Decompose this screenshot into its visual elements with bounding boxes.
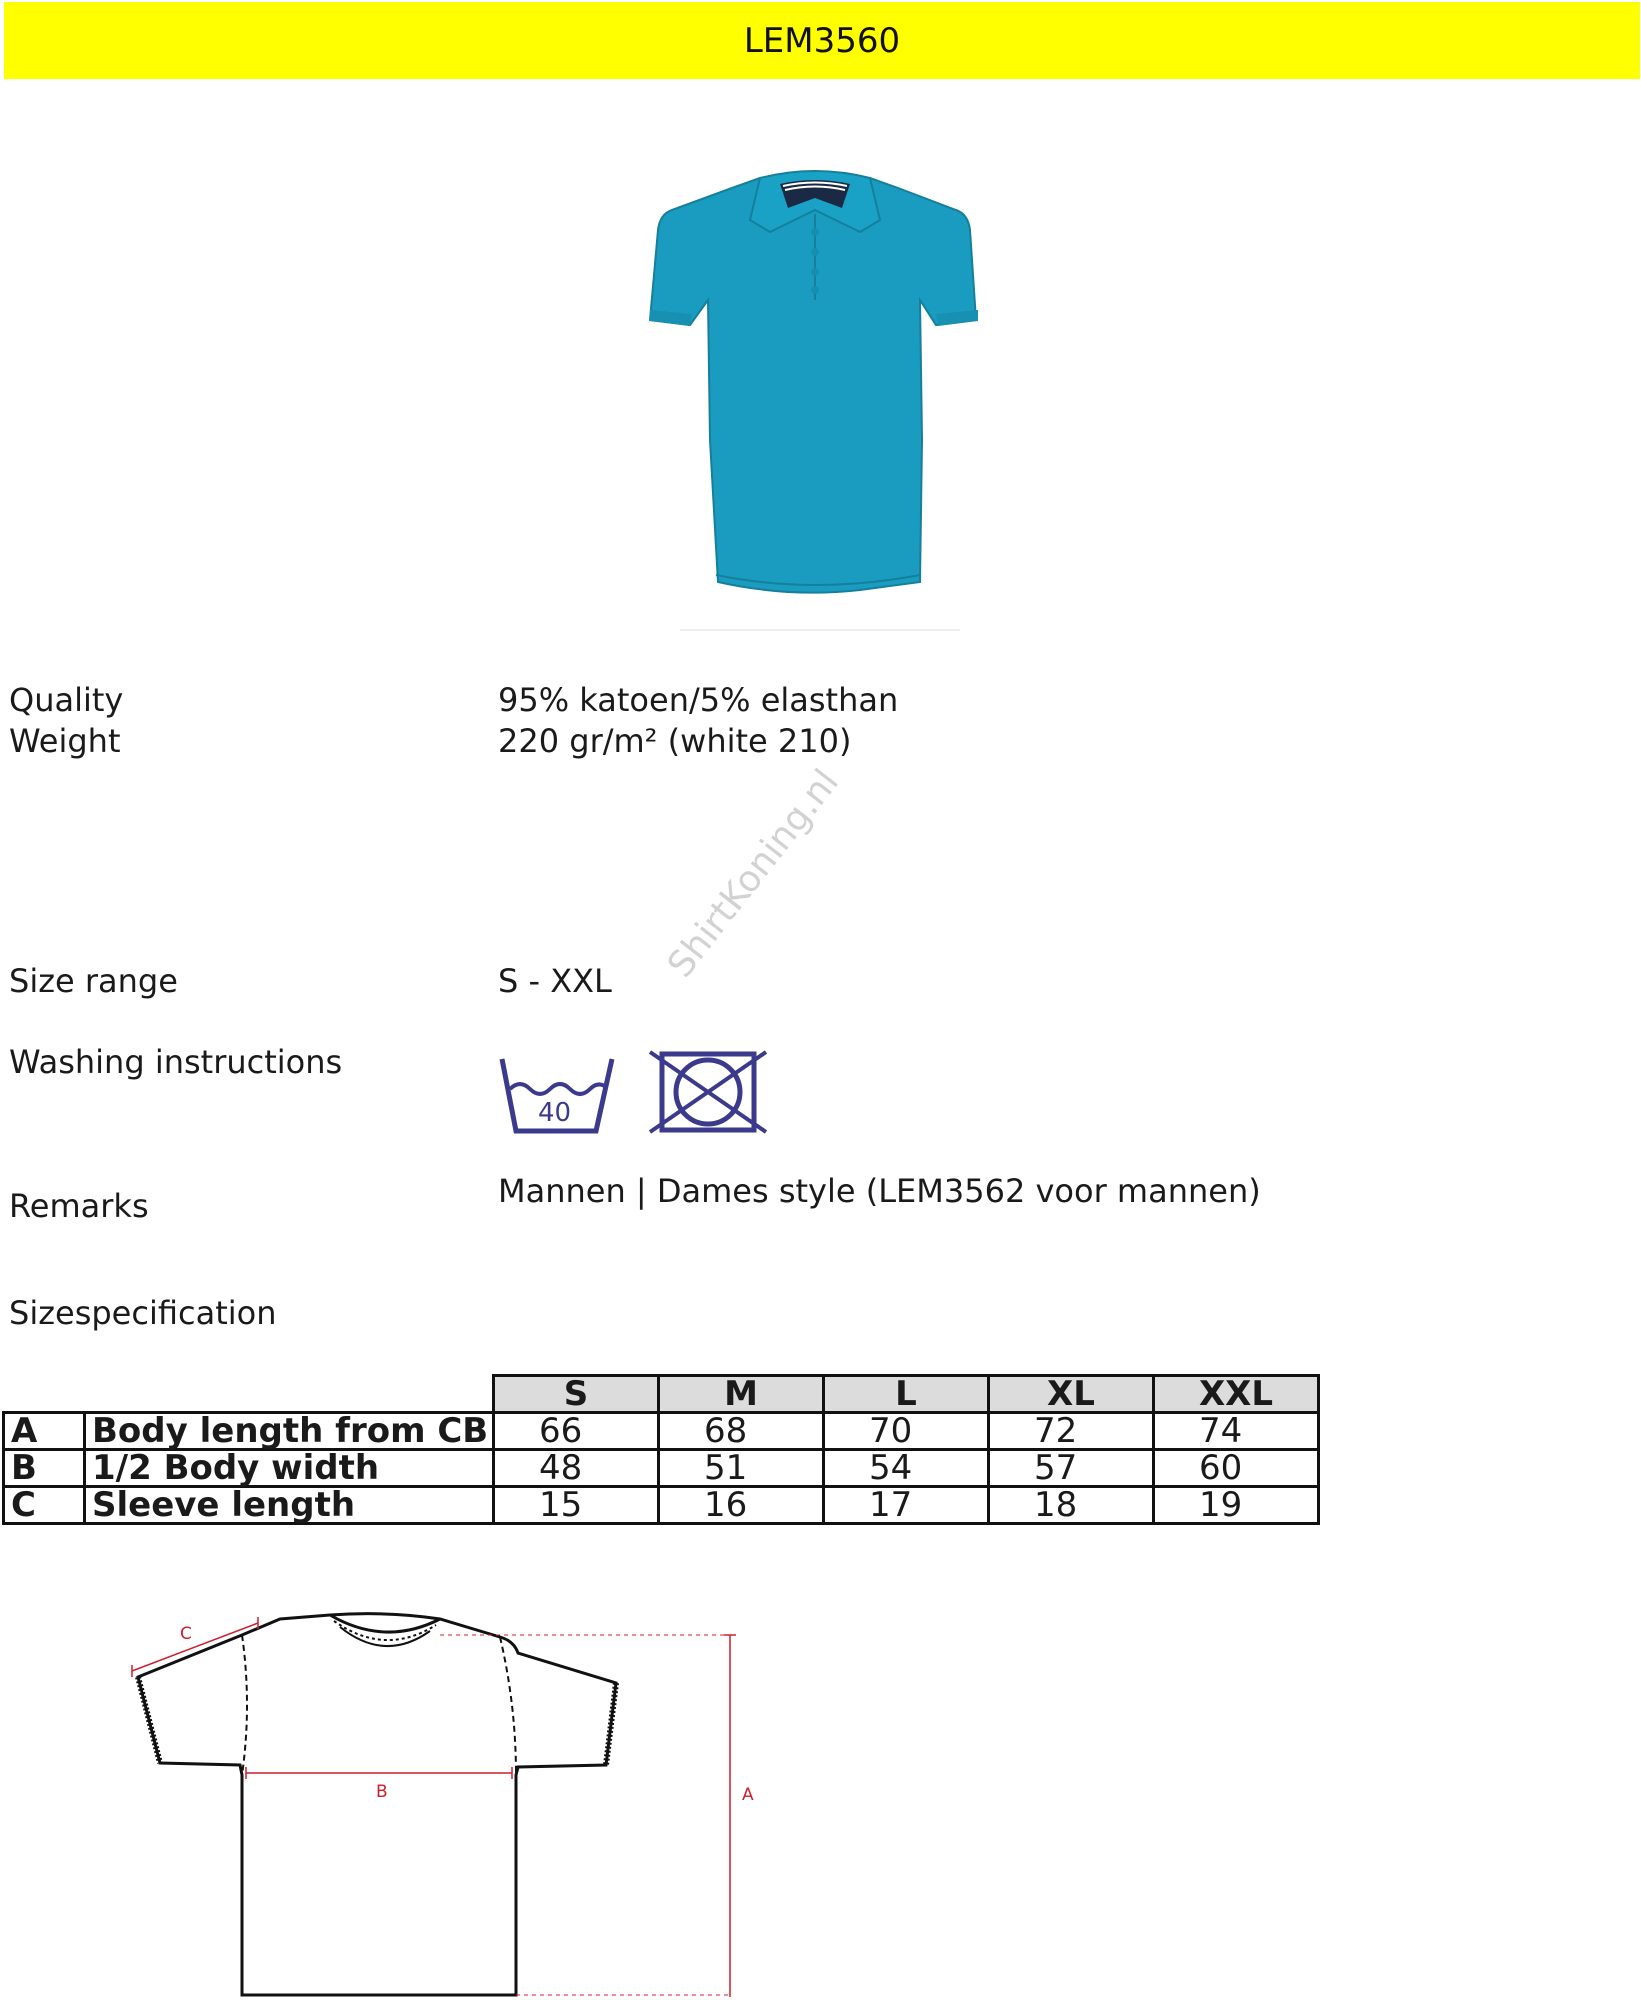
row-name: Body length from CB	[85, 1413, 494, 1450]
size-header-l: L	[824, 1376, 989, 1413]
remarks-value: Mannen | Dames style (LEM3562 voor mannen)	[498, 1172, 1261, 1210]
cell-value: 66	[494, 1413, 659, 1450]
size-header-xl: XL	[989, 1376, 1154, 1413]
row-name: 1/2 Body width	[85, 1450, 494, 1487]
measure-label-c: C	[180, 1624, 192, 1644]
polo-shirt-image	[620, 150, 1040, 640]
table-row	[4, 1487, 1319, 1524]
remarks-label: Remarks	[9, 1187, 149, 1225]
row-name: Sleeve length	[85, 1487, 494, 1524]
row-code: B	[4, 1450, 85, 1487]
cell-value: 57	[989, 1450, 1154, 1487]
cell-value: 60	[1154, 1450, 1319, 1487]
no-tumble-dry-icon	[648, 1050, 768, 1134]
size-header-row	[4, 1376, 1319, 1413]
cell-value: 72	[989, 1413, 1154, 1450]
watermark: ShirtKoning.nl	[660, 762, 847, 986]
wash-40-icon	[498, 1055, 618, 1135]
cell-value: 54	[824, 1450, 989, 1487]
size-range-label: Size range	[9, 962, 178, 1000]
size-header-s: S	[494, 1376, 659, 1413]
table-row	[4, 1450, 1319, 1487]
cell-value: 48	[494, 1450, 659, 1487]
measure-label-b: B	[376, 1782, 388, 1802]
cell-value: 19	[1154, 1487, 1319, 1524]
product-code-title: LEM3560	[743, 20, 901, 61]
blank-header-cell	[4, 1376, 494, 1413]
measure-label-a: A	[742, 1785, 754, 1805]
cell-value: 70	[824, 1413, 989, 1450]
cell-value: 16	[659, 1487, 824, 1524]
row-code: C	[4, 1487, 85, 1524]
sizespecification-label: Sizespecification	[9, 1294, 277, 1332]
size-header-xxl: XXL	[1154, 1376, 1319, 1413]
weight-label: Weight	[9, 722, 121, 760]
table-row	[4, 1413, 1319, 1450]
washing-instructions-label: Washing instructions	[9, 1043, 343, 1081]
cell-value: 51	[659, 1450, 824, 1487]
cell-value: 17	[824, 1487, 989, 1524]
size-header-m: M	[659, 1376, 824, 1413]
row-code: A	[4, 1413, 85, 1450]
weight-value: 220 gr/m² (white 210)	[498, 722, 852, 760]
size-table	[2, 1374, 1320, 1525]
header-bar	[4, 2, 1640, 79]
wash-temp-text: 40	[538, 1098, 572, 1128]
cell-value: 15	[494, 1487, 659, 1524]
quality-label: Quality	[9, 681, 124, 719]
size-range-value: S - XXL	[498, 962, 612, 1000]
measurement-diagram	[130, 1605, 770, 2000]
quality-value: 95% katoen/5% elasthan	[498, 681, 899, 719]
cell-value: 74	[1154, 1413, 1319, 1450]
cell-value: 68	[659, 1413, 824, 1450]
cell-value: 18	[989, 1487, 1154, 1524]
